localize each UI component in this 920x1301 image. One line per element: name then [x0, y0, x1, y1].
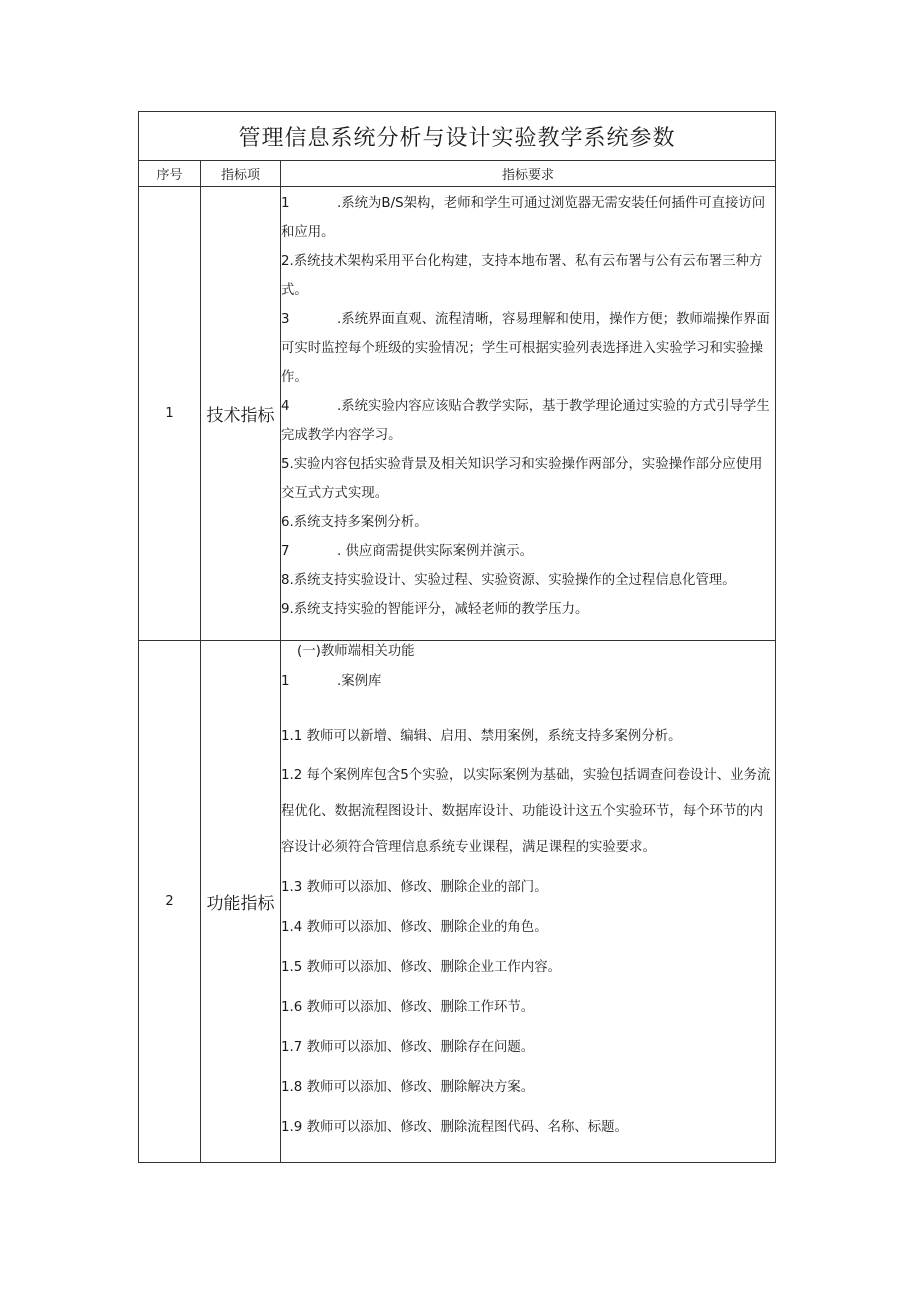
func-item: 1.8 教师可以添加、修改、删除解决方案。 — [281, 1079, 535, 1095]
header-row — [139, 161, 776, 187]
req-5: 5.实验内容包括实验背景及相关知识学习和实验操作两部分，实验操作部分应使用交互式方式实现。 — [281, 457, 763, 501]
func-item: 1.4 教师可以添加、修改、删除企业的角色。 — [281, 919, 548, 935]
func-item: 1.9 教师可以添加、修改、删除流程图代码、名称、标题。 — [281, 1119, 628, 1135]
table-row — [139, 187, 776, 641]
req-2: 2.系统技术架构采用平台化构建，支持本地布署、私有云布署与公有云布署三种方式。 — [281, 254, 763, 298]
req-1: 1 .系统为B/S架构，老师和学生可通过浏览器无需安装任何插件可直接访问和应用。 — [281, 196, 766, 240]
func-item: 1.1 教师可以新增、编辑、启用、禁用案例，系统支持多案例分析。 — [281, 728, 682, 744]
func-item: 1.7 教师可以添加、修改、删除存在问题。 — [281, 1039, 535, 1055]
row1-requirements — [281, 187, 776, 641]
table-row — [139, 640, 776, 1162]
section-heading: (一)教师端相关功能 — [297, 643, 415, 659]
row2-item: 功能指标 — [201, 640, 281, 1162]
req-8: 8.系统支持实验设计、实验过程、实验资源、实验操作的全过程信息化管理。 — [281, 573, 736, 588]
req-7: 7 . 供应商需提供实际案例并演示。 — [281, 544, 533, 559]
func-item: 1.6 教师可以添加、修改、删除工作环节。 — [281, 999, 535, 1015]
row2-no: 2 — [139, 640, 201, 1162]
table-title: 管理信息系统分析与设计实验教学系统参数 — [139, 112, 776, 161]
req-6: 6.系统支持多案例分析。 — [281, 515, 428, 530]
parameter-table — [138, 111, 776, 1163]
header-no: 序号 — [139, 161, 201, 187]
row2-requirements — [281, 640, 776, 1162]
req-4: 4 .系统实验内容应该贴合教学实际，基于教学理论通过实验的方式引导学生完成教学内容学习。 — [281, 399, 770, 443]
func-item: 1.2 每个案例库包含5个实验，以实际案例为基础，实验包括调查问卷设计、业务流程优化、数据流程图设计、数据库设计、功能设计这五个实验环节，每个环节的内容设计必须符合管理信息系统专业课程，满足课程的实验要求。 — [281, 767, 771, 855]
row1-no: 1 — [139, 187, 201, 641]
header-item: 指标项 — [201, 161, 281, 187]
func-item: 1.5 教师可以添加、修改、删除企业工作内容。 — [281, 959, 561, 975]
header-req: 指标要求 — [281, 161, 776, 187]
req-3: 3 .系统界面直观、流程清晰，容易理解和使用，操作方便；教师端操作界面可实时监控每个班级的实验情况；学生可根据实验列表选择进入实验学习和实验操作。 — [281, 312, 770, 385]
req-9: 9.系统支持实验的智能评分，减轻老师的教学压力。 — [281, 602, 589, 617]
func-item: 1.3 教师可以添加、修改、删除企业的部门。 — [281, 879, 548, 895]
row1-item: 技术指标 — [201, 187, 281, 641]
subsection-heading: 1 .案例库 — [281, 673, 382, 689]
